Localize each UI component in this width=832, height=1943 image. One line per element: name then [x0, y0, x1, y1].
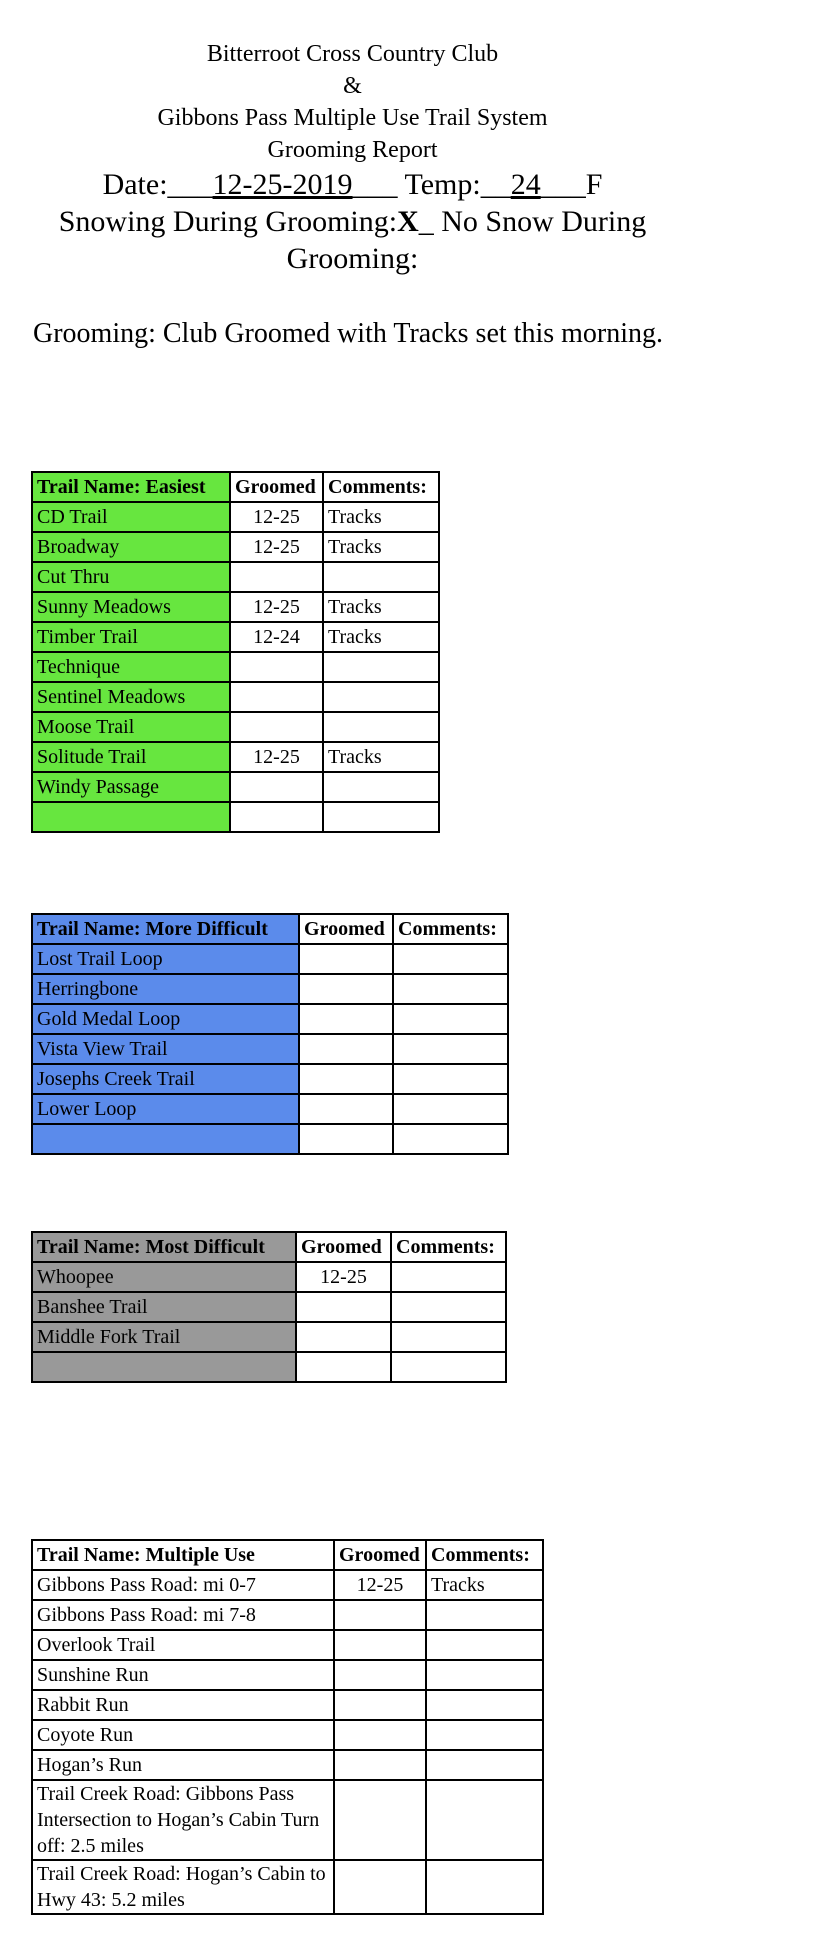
trail-name-cell: Josephs Creek Trail: [32, 1064, 299, 1094]
table-row: [32, 802, 439, 832]
grooming-summary: Grooming: Club Groomed with Tracks set this morning.: [33, 318, 663, 349]
comments-cell: [323, 682, 439, 712]
groomed-cell: 12-25: [230, 532, 323, 562]
trail-system-title: Gibbons Pass Multiple Use Trail System: [157, 105, 548, 131]
groomed-cell: [299, 974, 393, 1004]
trail-name-header: Trail Name: Most Difficult: [32, 1232, 296, 1262]
trail-name-cell: Broadway: [32, 532, 230, 562]
comments-cell: Tracks: [323, 592, 439, 622]
trail-name-cell: Windy Passage: [32, 772, 230, 802]
trail-name-header: Trail Name: Multiple Use: [32, 1540, 334, 1570]
table-row: [32, 652, 439, 682]
date-label: Date:: [102, 168, 168, 201]
table-row: [32, 1570, 543, 1600]
comments-cell: Tracks: [323, 502, 439, 532]
table-row: [32, 1780, 543, 1860]
table-row: [32, 974, 508, 1004]
trail-name-cell: Vista View Trail: [32, 1034, 299, 1064]
comments-cell: [426, 1630, 543, 1660]
groomed-cell: [334, 1780, 426, 1860]
comments-cell: [323, 772, 439, 802]
table-row: [32, 562, 439, 592]
snowing-label: Snowing During Grooming:: [58, 205, 398, 238]
comments-cell: [426, 1660, 543, 1690]
trail-name-cell: Sunshine Run: [32, 1660, 334, 1690]
table-header-row: [32, 472, 439, 502]
table-row: [32, 502, 439, 532]
comments-cell: [426, 1600, 543, 1630]
groomed-cell: [299, 1094, 393, 1124]
comments-cell: [426, 1720, 543, 1750]
trail-name-cell: CD Trail: [32, 502, 230, 532]
table-row: [32, 1600, 543, 1630]
table-row: [32, 772, 439, 802]
trail-name-cell: [32, 802, 230, 832]
groomed-cell: [230, 652, 323, 682]
comments-cell: [393, 1034, 508, 1064]
groomed-cell: [230, 562, 323, 592]
table-row: [32, 944, 508, 974]
easiest-trails-table: [31, 471, 440, 833]
comments-cell: [393, 1124, 508, 1154]
temp-underscores-pre: __: [480, 168, 511, 201]
groomed-cell: [230, 802, 323, 832]
trail-name-cell: Trail Creek Road: Gibbons Pass Intersection to Hogan’s Cabin Turn off: 2.5 miles: [32, 1780, 334, 1860]
table-row: [32, 1034, 508, 1064]
comments-cell: [426, 1750, 543, 1780]
table-row: [32, 1094, 508, 1124]
multiple-use-trails-table: [31, 1539, 544, 1915]
groomed-cell: 12-24: [230, 622, 323, 652]
no-snow-label: No Snow During Grooming:: [286, 205, 647, 275]
trail-name-cell: Trail Creek Road: Hogan’s Cabin to Hwy 43: 5.2 miles: [32, 1860, 334, 1914]
comments-cell: Tracks: [323, 532, 439, 562]
comments-cell: [393, 1064, 508, 1094]
table-row: [32, 1064, 508, 1094]
temp-value: 24: [510, 168, 541, 201]
comments-cell: [391, 1322, 506, 1352]
groomed-header: Groomed: [299, 914, 393, 944]
date-underscores-pre: ___: [167, 168, 213, 201]
groomed-cell: 12-25: [230, 502, 323, 532]
comments-cell: [391, 1262, 506, 1292]
trail-name-cell: Sunny Meadows: [32, 592, 230, 622]
comments-cell: [323, 562, 439, 592]
date-underscores-post: ___: [352, 168, 398, 201]
trail-name-cell: Middle Fork Trail: [32, 1322, 296, 1352]
comments-cell: [391, 1352, 506, 1382]
trail-name-cell: [32, 1124, 299, 1154]
trail-name-cell: Gold Medal Loop: [32, 1004, 299, 1034]
table-row: [32, 1004, 508, 1034]
comments-header: Comments:: [426, 1540, 543, 1570]
table-header-row: [32, 914, 508, 944]
trail-name-cell: Cut Thru: [32, 562, 230, 592]
snowing-x-mark: X: [397, 205, 419, 238]
comments-cell: [393, 944, 508, 974]
table-row: [32, 1660, 543, 1690]
comments-cell: Tracks: [323, 622, 439, 652]
groomed-cell: [334, 1860, 426, 1914]
trail-name-cell: Solitude Trail: [32, 742, 230, 772]
comments-cell: [426, 1860, 543, 1914]
snow-status-line: [0, 203, 705, 277]
date-value: 12-25-2019: [212, 168, 353, 201]
more-difficult-trails-table: [31, 913, 509, 1155]
club-title: Bitterroot Cross Country Club: [206, 41, 499, 67]
comments-header: Comments:: [393, 914, 508, 944]
table-row: [32, 532, 439, 562]
comments-cell: [323, 712, 439, 742]
trail-name-cell: Lost Trail Loop: [32, 944, 299, 974]
groomed-cell: [230, 682, 323, 712]
groomed-cell: [334, 1660, 426, 1690]
table-row: [32, 1630, 543, 1660]
trail-name-header: Trail Name: Easiest: [32, 472, 230, 502]
groomed-cell: [334, 1600, 426, 1630]
groomed-header: Groomed: [334, 1540, 426, 1570]
table-row: [32, 682, 439, 712]
ampersand: &: [343, 73, 362, 99]
trail-name-cell: Moose Trail: [32, 712, 230, 742]
trail-name-cell: Timber Trail: [32, 622, 230, 652]
report-title: Grooming Report: [267, 137, 438, 163]
groomed-cell: [296, 1292, 391, 1322]
snowing-underscore: _: [418, 205, 434, 238]
comments-cell: [393, 974, 508, 1004]
groomed-cell: [296, 1352, 391, 1382]
comments-cell: [393, 1094, 508, 1124]
comments-cell: Tracks: [426, 1570, 543, 1600]
trail-name-cell: [32, 1352, 296, 1382]
report-header: [0, 38, 705, 277]
groomed-header: Groomed: [230, 472, 323, 502]
trail-name-header: Trail Name: More Difficult: [32, 914, 299, 944]
comments-cell: [426, 1780, 543, 1860]
groomed-cell: [299, 1004, 393, 1034]
groomed-cell: [230, 772, 323, 802]
comments-cell: [393, 1004, 508, 1034]
groomed-cell: 12-25: [230, 742, 323, 772]
table-header-row: [32, 1540, 543, 1570]
table-row: [32, 1750, 543, 1780]
table-row: [32, 1262, 506, 1292]
groomed-header: Groomed: [296, 1232, 391, 1262]
groomed-cell: [230, 712, 323, 742]
table-row: [32, 1352, 506, 1382]
comments-cell: Tracks: [323, 742, 439, 772]
groomed-cell: [334, 1750, 426, 1780]
trail-name-cell: Gibbons Pass Road: mi 7-8: [32, 1600, 334, 1630]
trail-name-cell: Gibbons Pass Road: mi 0-7: [32, 1570, 334, 1600]
groomed-cell: [299, 1124, 393, 1154]
comments-cell: [426, 1690, 543, 1720]
table-row: [32, 742, 439, 772]
trail-name-cell: Technique: [32, 652, 230, 682]
groomed-cell: [296, 1322, 391, 1352]
table-row: [32, 592, 439, 622]
table-header-row: [32, 1232, 506, 1262]
trail-name-cell: Lower Loop: [32, 1094, 299, 1124]
most-difficult-trails-table: [31, 1231, 507, 1383]
temp-label: Temp:: [397, 168, 481, 201]
trail-name-cell: Whoopee: [32, 1262, 296, 1292]
trail-name-cell: Coyote Run: [32, 1720, 334, 1750]
groomed-cell: 12-25: [334, 1570, 426, 1600]
comments-header: Comments:: [391, 1232, 506, 1262]
trail-name-cell: Overlook Trail: [32, 1630, 334, 1660]
table-row: [32, 1292, 506, 1322]
comments-cell: [323, 802, 439, 832]
groomed-cell: 12-25: [230, 592, 323, 622]
groomed-cell: [299, 1034, 393, 1064]
groomed-cell: [299, 1064, 393, 1094]
groomed-cell: [334, 1690, 426, 1720]
table-row: [32, 1860, 543, 1914]
date-temp-line: [0, 166, 705, 203]
table-row: [32, 1124, 508, 1154]
trail-name-cell: Banshee Trail: [32, 1292, 296, 1322]
groomed-cell: [334, 1720, 426, 1750]
table-row: [32, 622, 439, 652]
groomed-cell: 12-25: [296, 1262, 391, 1292]
comments-cell: [323, 652, 439, 682]
groomed-cell: [334, 1630, 426, 1660]
temp-unit: F: [585, 168, 603, 201]
trail-name-cell: Hogan’s Run: [32, 1750, 334, 1780]
trail-name-cell: Herringbone: [32, 974, 299, 1004]
table-row: [32, 1690, 543, 1720]
trail-name-cell: Rabbit Run: [32, 1690, 334, 1720]
groomed-cell: [299, 944, 393, 974]
comments-cell: [391, 1292, 506, 1322]
comments-header: Comments:: [323, 472, 439, 502]
table-row: [32, 1720, 543, 1750]
temp-underscores-post: ___: [540, 168, 586, 201]
trail-name-cell: Sentinel Meadows: [32, 682, 230, 712]
table-row: [32, 712, 439, 742]
table-row: [32, 1322, 506, 1352]
